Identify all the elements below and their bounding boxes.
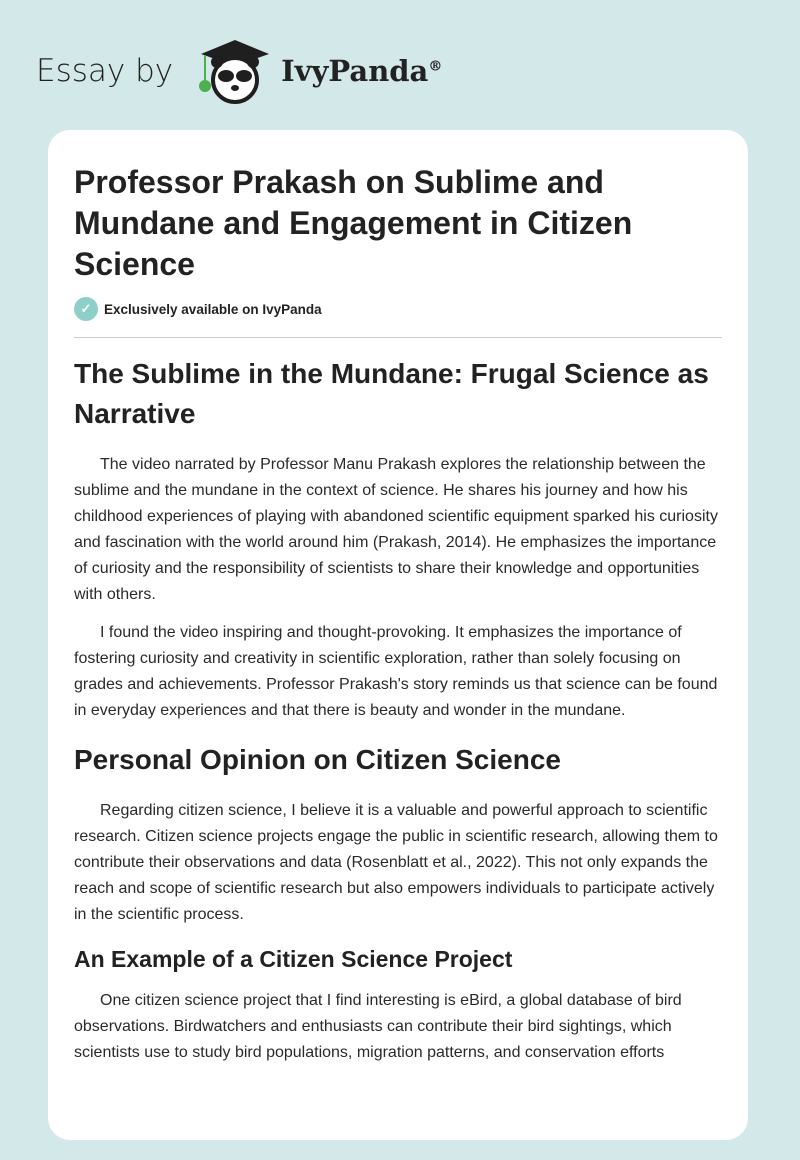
ivypanda-logo-icon[interactable]	[191, 36, 273, 106]
exclusive-badge	[74, 297, 722, 338]
section-heading: The Sublime in the Mundane: Frugal Science as Narrative	[74, 358, 709, 429]
essay-card	[48, 130, 748, 1140]
paragraph: I found the video inspiring and thought-provoking. It emphasizes the importance of fostering curiosity and creativity in scientific exploration, rather than solely focusing on grades and achievements. Professor Prakash's story reminds us that science can be found in everyday experiences and that there is beauty and wonder in the mundane.	[74, 624, 718, 719]
brand-name[interactable]: IvyPanda®	[281, 54, 443, 88]
badge-label: Exclusively available on IvyPanda	[104, 301, 322, 317]
section-heading: Personal Opinion on Citizen Science	[74, 744, 561, 775]
site-header	[36, 36, 442, 106]
paragraph: One citizen science project that I find interesting is eBird, a global database of bird observations. Birdwatchers and enthusiasts can contribute their bird sightings, which scientists use to study bird populations, migration patterns, and conservation efforts	[74, 992, 682, 1061]
check-icon: ✓	[74, 297, 98, 321]
paragraph: Regarding citizen science, I believe it is a valuable and powerful approach to scientific research. Citizen science projects engage the public in scientific research, allowing them to contribute their observations and data (Rosenblatt et al., 2022). This not only expands the reach and scope of scientific research but also empowers individuals to participate actively in the scientific process.	[74, 802, 718, 923]
essay-title: Professor Prakash on Sublime and Mundane and Engagement in Citizen Science	[74, 164, 633, 282]
paragraph: The video narrated by Professor Manu Prakash explores the relationship between the sublime and the mundane in the context of science. He shares his journey and how his childhood experiences of playing with abandoned scientific equipment sparked his curiosity and fascination with the world around him (Prakash, 2014). He emphasizes the importance of curiosity and the responsibility of scientists to share their knowledge and opportunities with others.	[74, 456, 718, 603]
subsection-heading: An Example of a Citizen Science Project	[74, 946, 513, 972]
essay-by-label: Essay by	[36, 53, 174, 89]
